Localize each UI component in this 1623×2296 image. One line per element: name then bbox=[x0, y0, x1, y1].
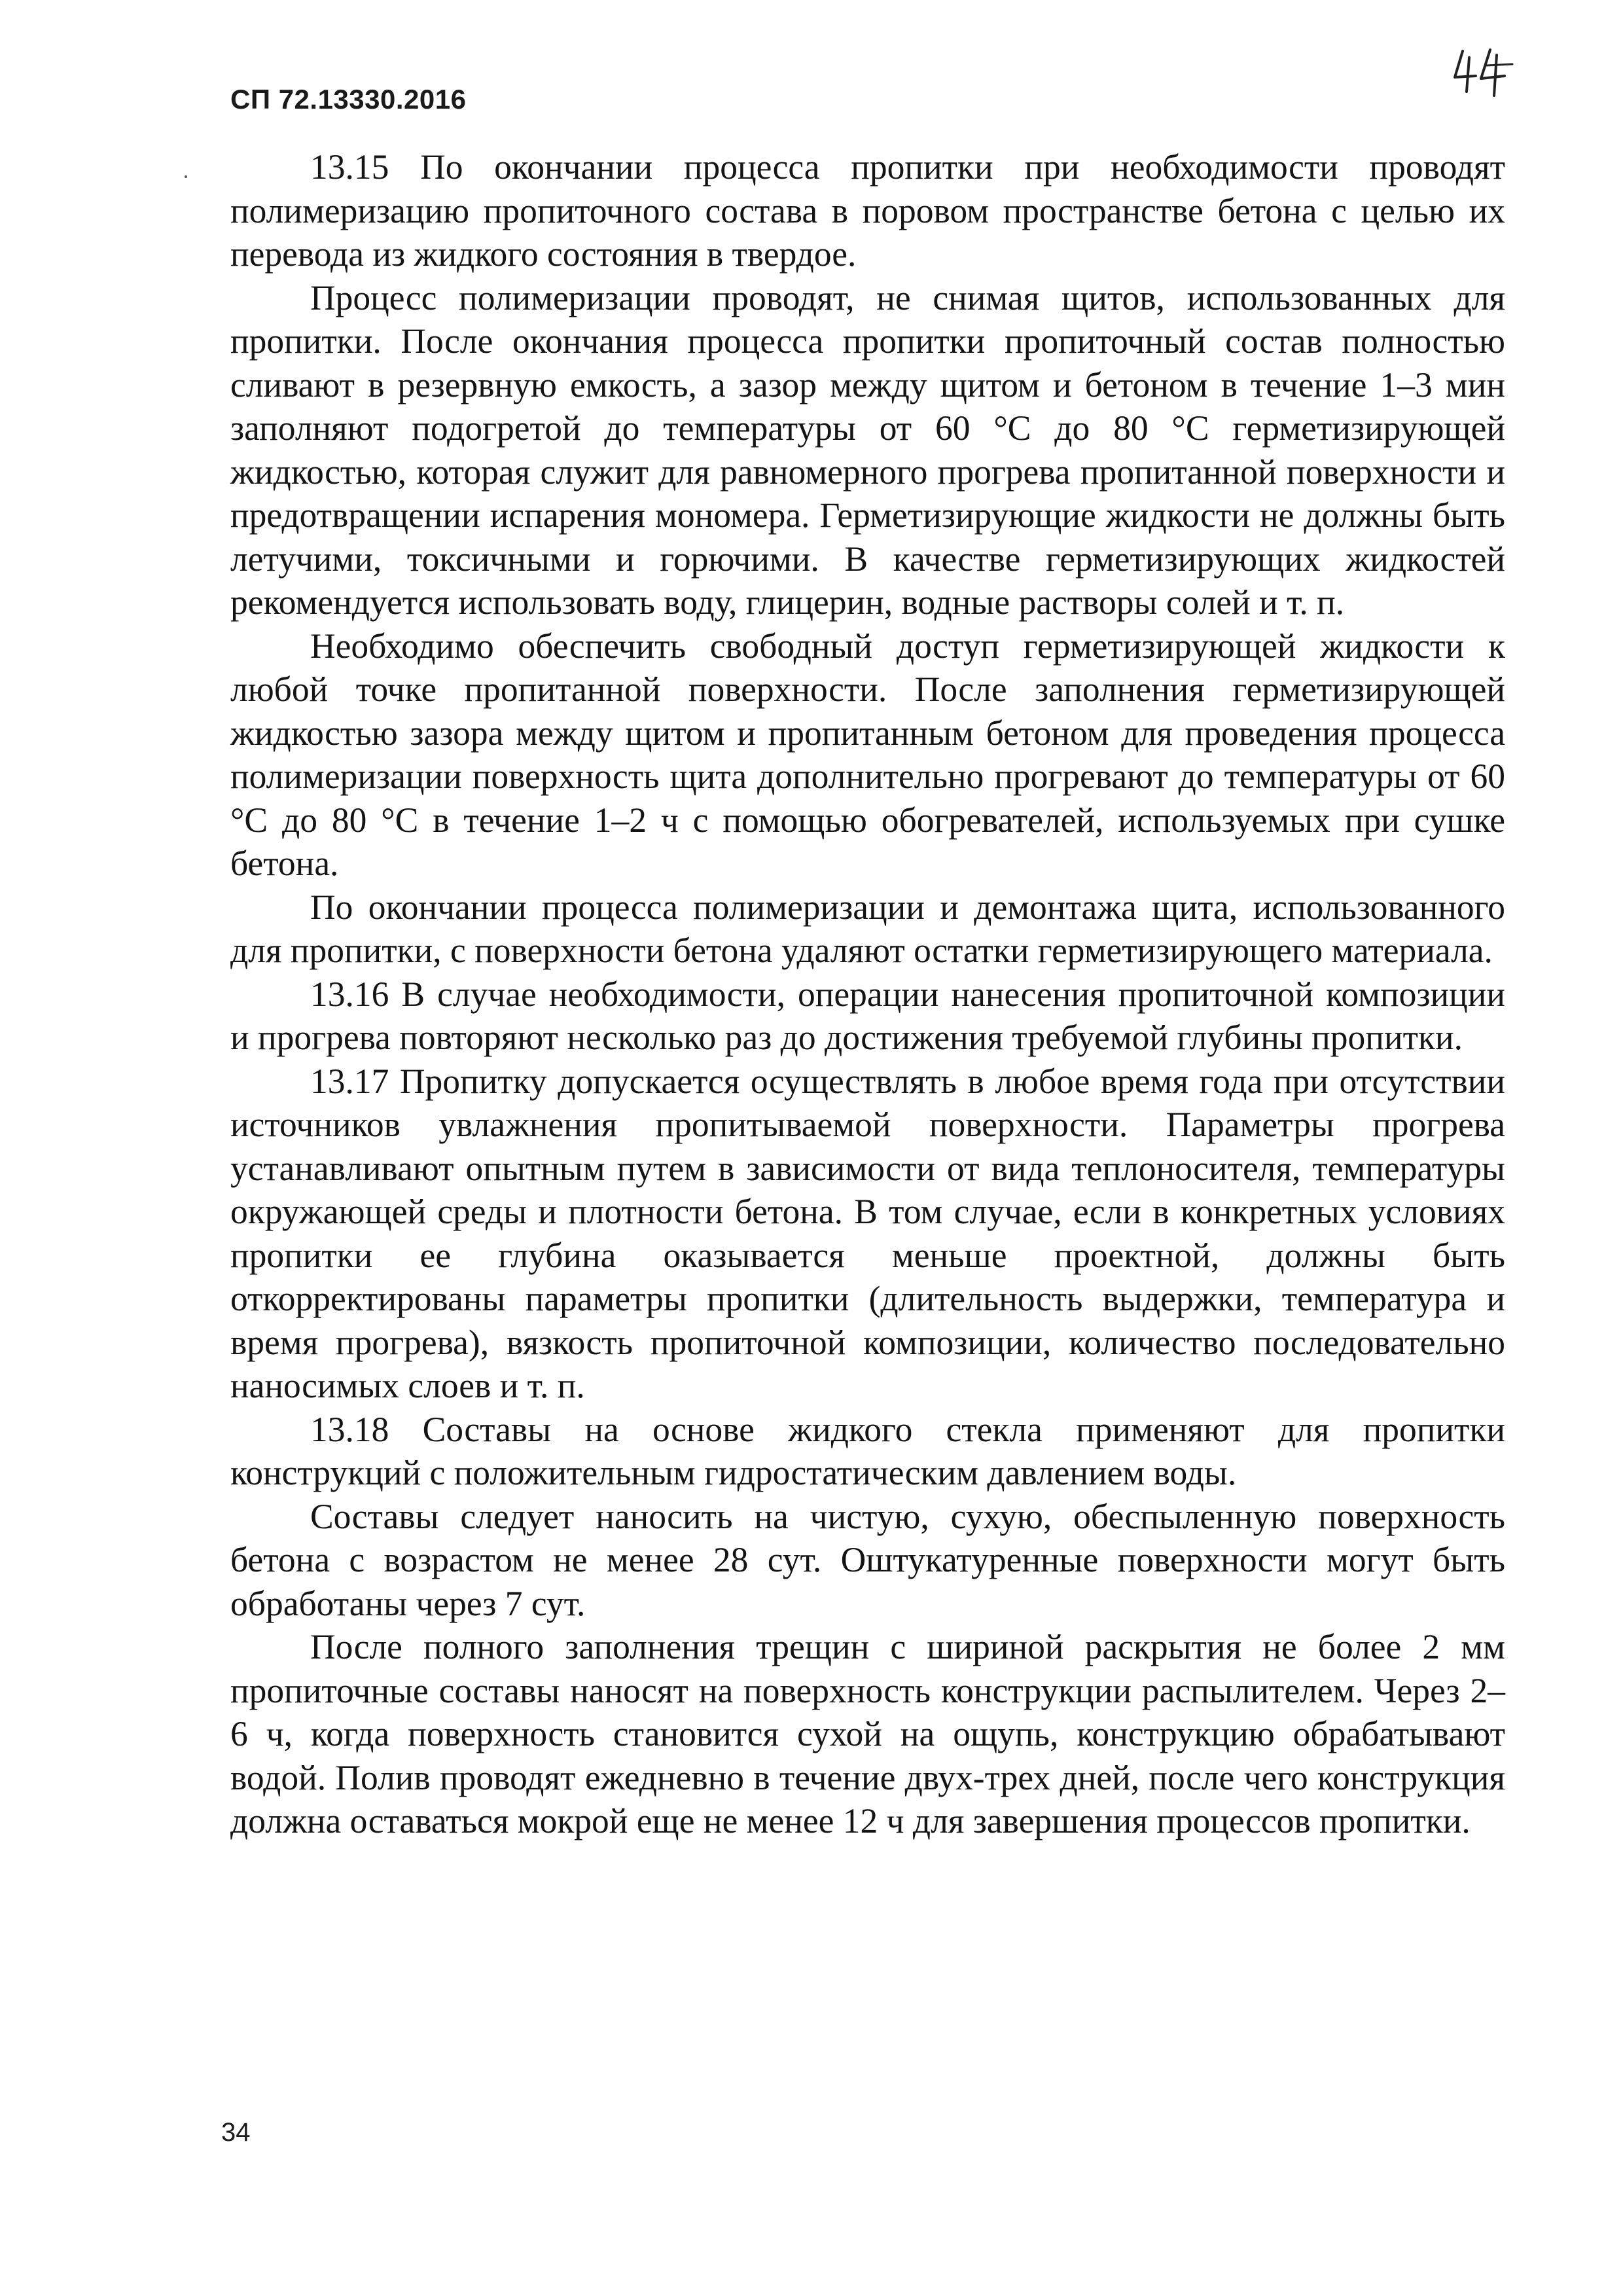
paragraph-13-16: 13.16 В случае необходимости, операции нанесения пропиточной композиции и прогрева повторяют несколько раз до достижения требуемой глубины пропитки. bbox=[230, 974, 1505, 1057]
paragraph-application-surface: Составы следует наносить на чистую, сухую, обеспыленную поверхность бетона с возрастом не менее 28 сут. Оштукатуренные поверхности могут быть обработаны через 7 сут. bbox=[230, 1496, 1505, 1623]
handwritten-page-mark bbox=[1450, 46, 1535, 98]
paragraph-polymerization-process: Процесс полимеризации проводят, не снимая щитов, использованных для пропитки. После окончания процесса пропитки пропиточный состав полностью сливают в резервную емкость, а зазор между щитом и бетоном в течение 1–3 мин заполняют подогретой до температуры от 60 °С до 80 °С герметизирующей жидкостью, которая служит для равномерного прогрева пропитанной поверхности и предотвращении испарения мономера. Герметизирующие жидкости не должны быть летучими, токсичными и горючими. В качестве герметизирующих жидкостей рекомендуется использовать воду, глицерин, водные растворы солей и т. п. bbox=[230, 278, 1505, 622]
paragraph-13-17: 13.17 Пропитку допускается осуществлять в любое время года при отсутствии источников увлажнения пропитываемой поверхности. Параметры прогрева устанавливают опытным путем в зависимости от вида теплоносителя, температуры окружающей среды и плотности бетона. В том случае, если в конкретных условиях пропитки ее глубина оказывается меньше проектной, должны быть откорректированы параметры пропитки (длительность выдержки, температура и время прогрева), вязкость пропиточной композиции, количество последовательно наносимых слоев и т. п. bbox=[230, 1061, 1505, 1405]
scan-speck bbox=[185, 175, 187, 178]
paragraph-13-15: 13.15 По окончании процесса пропитки при необходимости проводят полимеризацию пропиточного состава в поровом пространстве бетона с целью их перевода из жидкого состояния в твердое. bbox=[230, 147, 1505, 274]
page-number: 34 bbox=[221, 2118, 251, 2147]
paragraph-sealing-liquid-access: Необходимо обеспечить свободный доступ герметизирующей жидкости к любой точке пропитанной поверхности. После заполнения герметизирующей жидкостью зазора между щитом и пропитанным бетоном для проведения процесса полимеризации поверхность щита дополнительно прогревают до температуры от 60 °С до 80 °С в течение 1–2 ч с помощью обогревателей, используемых при сушке бетона. bbox=[230, 626, 1505, 883]
paragraph-13-18: 13.18 Составы на основе жидкого стекла применяют для пропитки конструкций с положительным гидростатическим давлением воды. bbox=[230, 1409, 1505, 1492]
document-body bbox=[230, 145, 1505, 1843]
paragraph-after-polymerization: По окончании процесса полимеризации и демонтажа щита, использованного для пропитки, с поверхности бетона удаляют остатки герметизирующего материала. bbox=[230, 887, 1505, 970]
paragraph-crack-filling: После полного заполнения трещин с шириной раскрытия не более 2 мм пропиточные составы наносят на поверхность конструкции распылителем. Через 2–6 ч, когда поверхность становится сухой на ощупь, конструкцию обрабатывают водой. Полив проводят ежедневно в течение двух-трех дней, после чего конструкция должна оставаться мокрой еще не менее 12 ч для завершения процессов пропитки. bbox=[230, 1627, 1505, 1840]
document-code-header: СП 72.13330.2016 bbox=[230, 84, 467, 115]
